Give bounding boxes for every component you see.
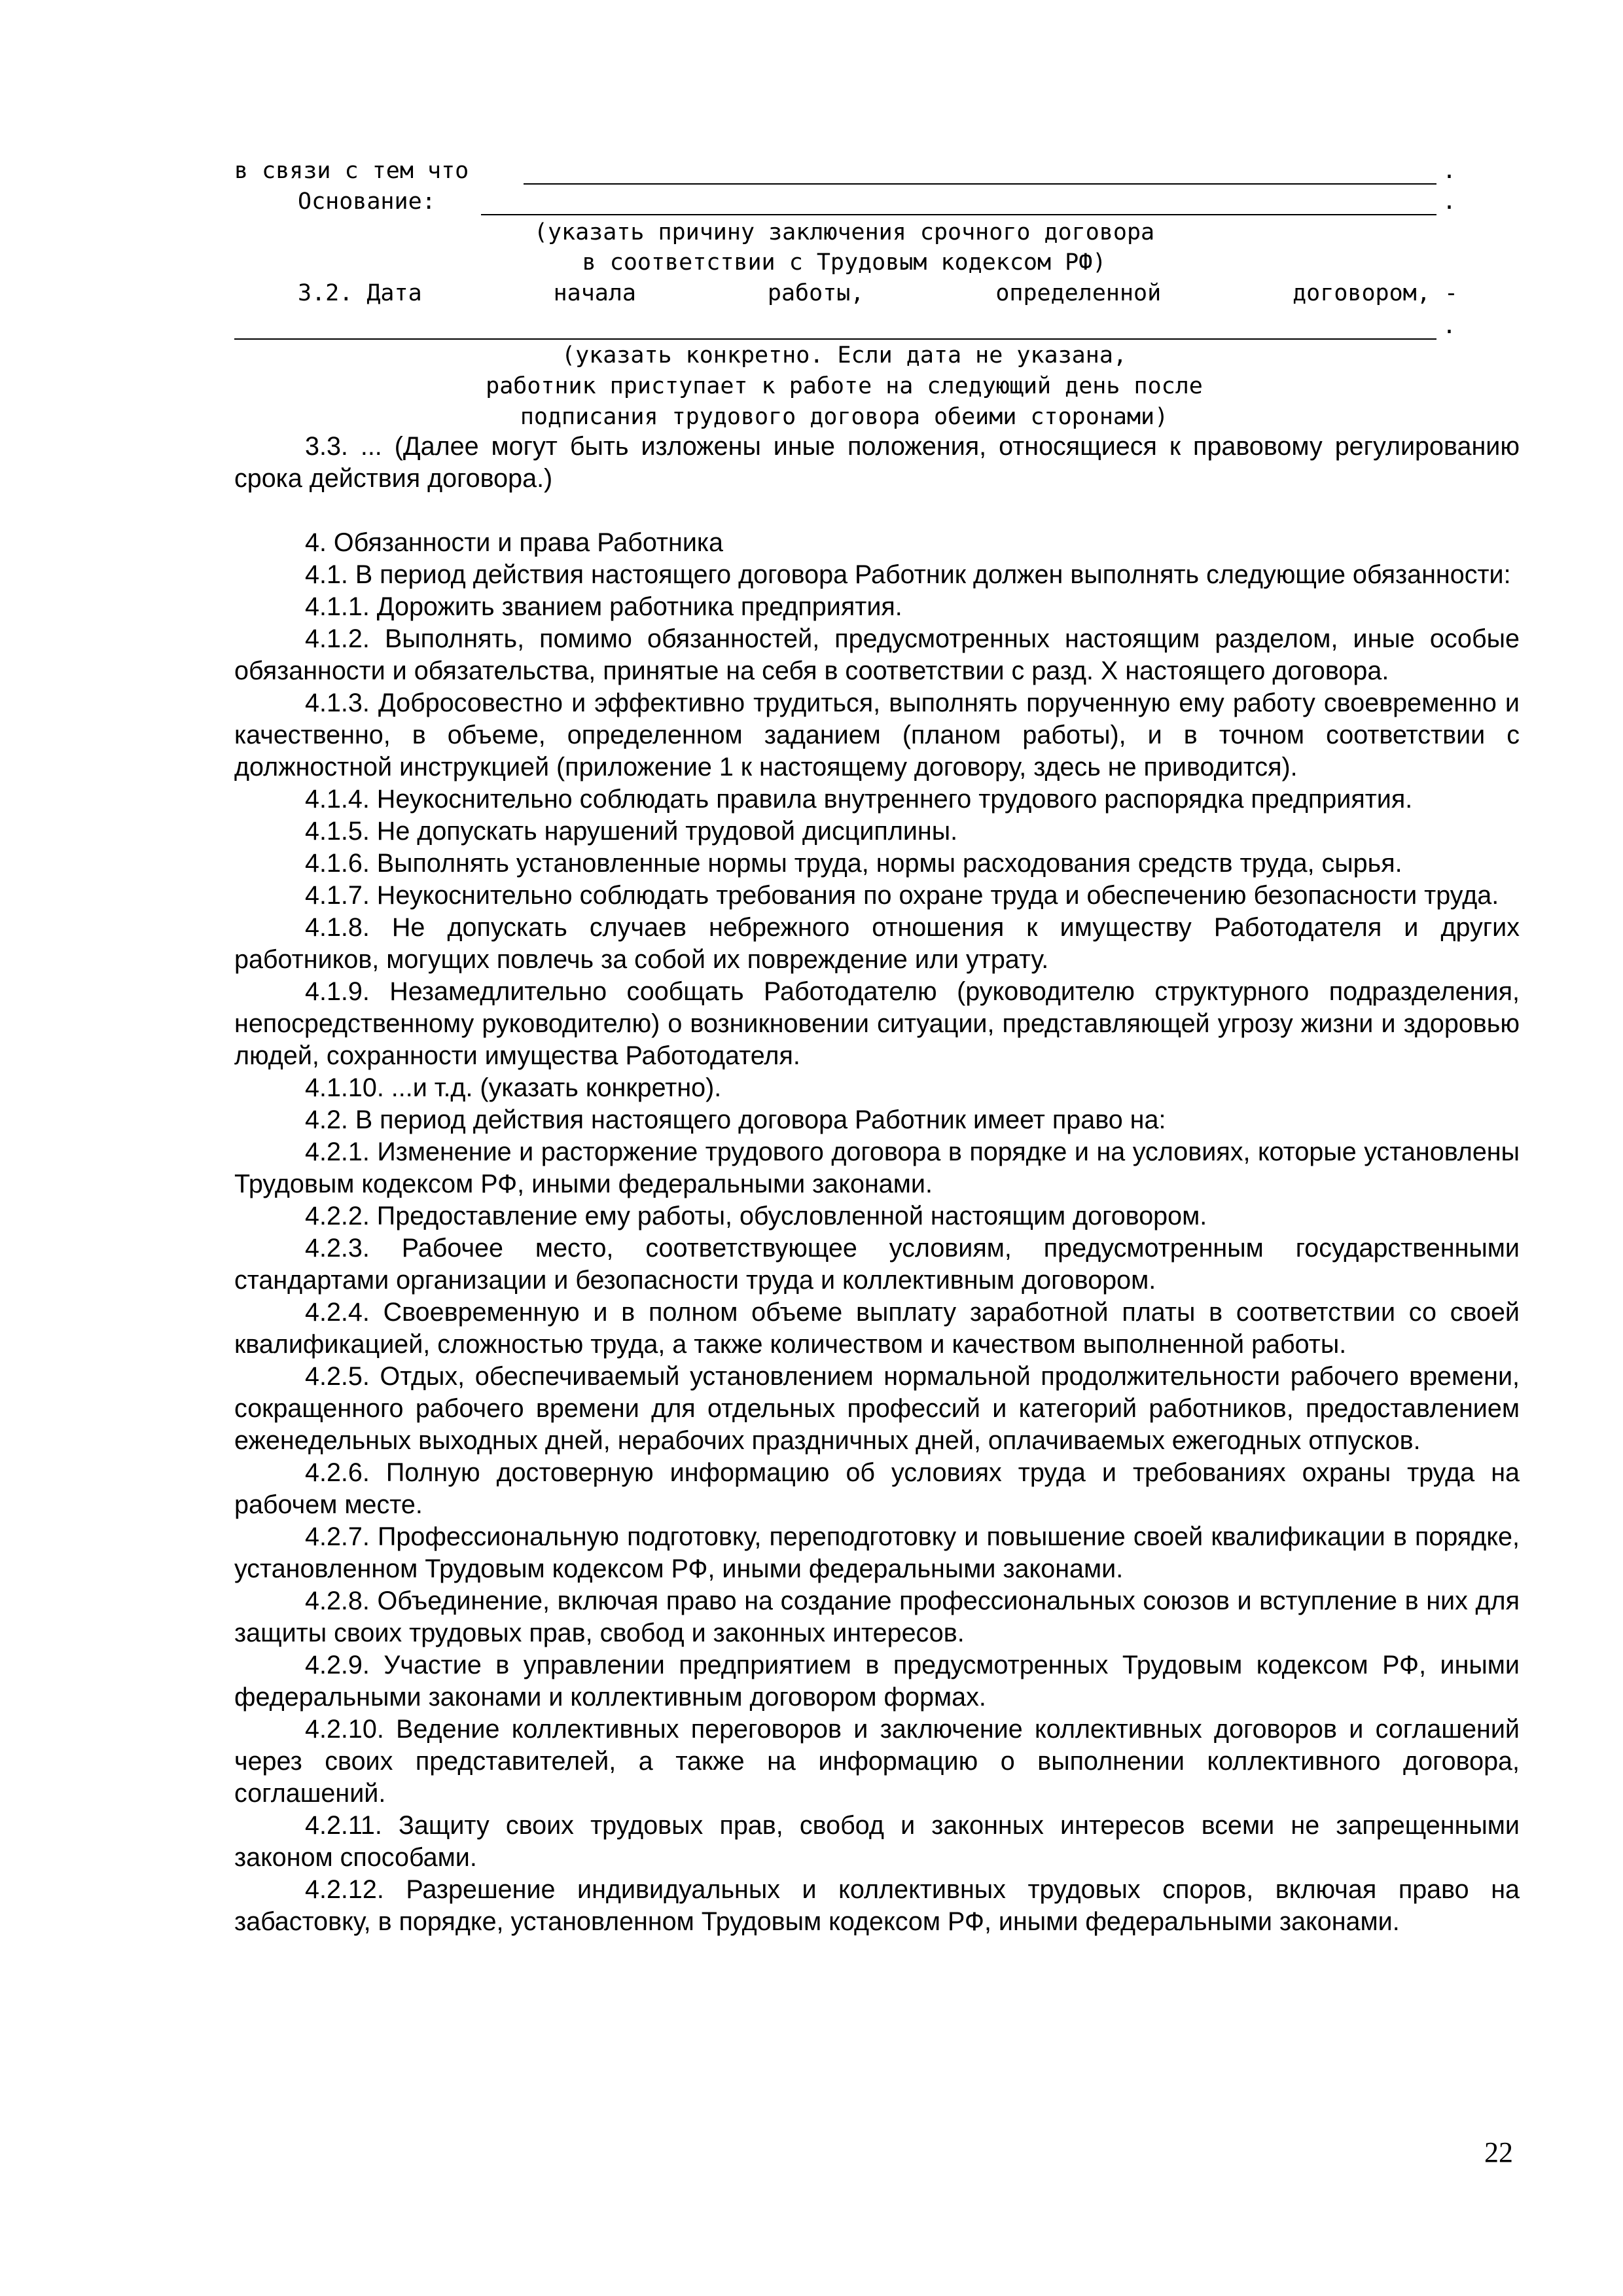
section-4-heading: 4. Обязанности и права Работника <box>305 528 724 557</box>
reason-line-end: . <box>1442 158 1457 184</box>
paragraph-4-2-7: 4.2.7. Профессиональную подготовку, переподготовку и повышение своей квалификации в порядке, установленном Трудовым кодексом РФ, иными федеральными законами. <box>234 1522 1520 1583</box>
paragraph-4-1-4: 4.1.4. Неукоснительно соблюдать правила внутреннего трудового распорядка предприятия. <box>305 785 1413 814</box>
paragraph-4-1-8: 4.1.8. Не допускать случаев небрежного отношения к имуществу Работодателя и других работников, могущих повлечь за собой их повреждение или утрату. <box>234 913 1520 974</box>
basis-blank-line <box>481 214 1436 215</box>
basis-label: Основание: <box>298 188 436 215</box>
paragraph-4-2-9: 4.2.9. Участие в управлении предприятием в предусмотренных Трудовым кодексом РФ, иными федеральными законами и коллективным договором формах. <box>234 1651 1520 1712</box>
contract-body <box>234 431 1520 1938</box>
paragraph-4-1-9: 4.1.9. Незамедлительно сообщать Работодателю (руководителю структурного подразделения, непосредственному руководителю) о возникновении ситуации, представляющей угрозу жизни и здоровью людей, сохранности имущества Работодателя. <box>234 977 1520 1070</box>
paragraph-3-3: 3.3. ... (Далее могут быть изложены иные положения, относящиеся к правовому регулированию срока действия договора.) <box>234 432 1520 493</box>
paragraph-4-1: 4.1. В период действия настоящего договора Работник должен выполнять следующие обязанности: <box>305 560 1511 589</box>
paragraph-4-2-12: 4.2.12. Разрешение индивидуальных и коллективных трудовых споров, включая право на забастовку, в порядке, установленном Трудовым кодексом РФ, иными федеральными законами. <box>234 1875 1520 1936</box>
paragraph-4-2-5: 4.2.5. Отдых, обеспечиваемый установлением нормальной продолжительности рабочего времени, сокращенного рабочего времени для отдельных профессий и категорий работников, предоставлением еженедельных выходных дней, нерабочих праздничных дней, оплачиваемых ежегодных отпусков. <box>234 1362 1520 1455</box>
paragraph-4-1-7: 4.1.7. Неукоснительно соблюдать требования по охране труда и обеспечению безопасности труда. <box>305 881 1499 910</box>
paragraph-4-2-1: 4.2.1. Изменение и расторжение трудового договора в порядке и на условиях, которые установлены Трудовым кодексом РФ, иными федеральными законами. <box>234 1138 1520 1198</box>
paragraph-4-2: 4.2. В период действия настоящего договора Работник имеет право на: <box>305 1105 1166 1134</box>
paragraph-4-2-4: 4.2.4. Своевременную и в полном объеме выплату заработной платы в соответствии со своей квалификацией, сложностью труда, а также количеством и качеством выполненной работы. <box>234 1298 1520 1359</box>
basis-line-end: . <box>1442 188 1457 215</box>
paragraph-4-2-6: 4.2.6. Полную достоверную информацию об условиях труда и требованиях охраны труда на рабочем месте. <box>234 1458 1520 1519</box>
paragraph-4-2-10: 4.2.10. Ведение коллективных переговоров и заключение коллективных договоров и соглашений через своих представителей, а также на информацию о выполнении коллективного договора, соглашений. <box>234 1715 1520 1808</box>
start-date-blank-line <box>234 338 1436 340</box>
item-3-2-word: 3.2. Дата <box>298 280 422 306</box>
paragraph-4-1-3: 4.1.3. Добросовестно и эффективно трудиться, выполнять порученную ему работу своевременно и качественно, в объеме, определенном заданием (планом работы), и в точном соответствии с должностной инструкцией (приложение 1 к настоящему договору, здесь не приводится). <box>234 689 1520 781</box>
paragraph-4-1-2: 4.1.2. Выполнять, помимо обязанностей, предусмотренных настоящим разделом, иные особые обязанности и обязательства, принятые на себя в соответствии с разд. X настоящего договора. <box>234 624 1520 685</box>
paragraph-4-2-11: 4.2.11. Защиту своих трудовых прав, свобод и законных интересов всеми не запрещенными законом способами. <box>234 1811 1520 1872</box>
reason-blank-line <box>524 183 1436 185</box>
paragraph-4-1-10: 4.1.10. ...и т.д. (указать конкретно). <box>305 1073 722 1102</box>
paragraph-4-1-5: 4.1.5. Не допускать нарушений трудовой дисциплины. <box>305 817 958 846</box>
start-date-line-end: . <box>1442 313 1457 339</box>
item-3-2-row <box>298 278 1458 309</box>
paragraph-4-2-3: 4.2.3. Рабочее место, соответствующее условиям, предусмотренным государственными стандартами организации и безопасности труда и коллективным договором. <box>234 1234 1520 1295</box>
page-number: 22 <box>1484 2136 1513 2168</box>
item-3-2-word: определенной <box>995 280 1162 306</box>
reason-label: в связи с тем что <box>234 158 469 184</box>
paragraph-4-1-6: 4.1.6. Выполнять установленные нормы труда, нормы расходования средств труда, сырья. <box>305 849 1402 878</box>
paragraph-4-2-8: 4.2.8. Объединение, включая право на создание профессиональных союзов и вступление в них для защиты своих трудовых прав, свобод и законных интересов. <box>234 1587 1520 1647</box>
item-3-2-word: договором, - <box>1293 280 1458 306</box>
hint-date-line-2: работник приступает к работе на следующий день после <box>486 373 1203 399</box>
hint-date-line-3: подписания трудового договора обеими сторонами) <box>520 404 1169 430</box>
paragraph-4-2-2: 4.2.2. Предоставление ему работы, обусловленной настоящим договором. <box>305 1202 1207 1230</box>
blank-line <box>234 495 1520 527</box>
hint-reason-line-1: (указать причину заключения срочного договора <box>533 219 1155 245</box>
hint-date-line-1: (указать конкретно. Если дата не указана, <box>562 342 1127 368</box>
hint-reason-line-2: в соответствии с Трудовым кодексом РФ) <box>582 249 1107 276</box>
item-3-2-word: работы, <box>767 280 865 306</box>
item-3-2-word: начала <box>553 280 636 306</box>
paragraph-4-1-1: 4.1.1. Дорожить званием работника предприятия. <box>305 592 902 621</box>
